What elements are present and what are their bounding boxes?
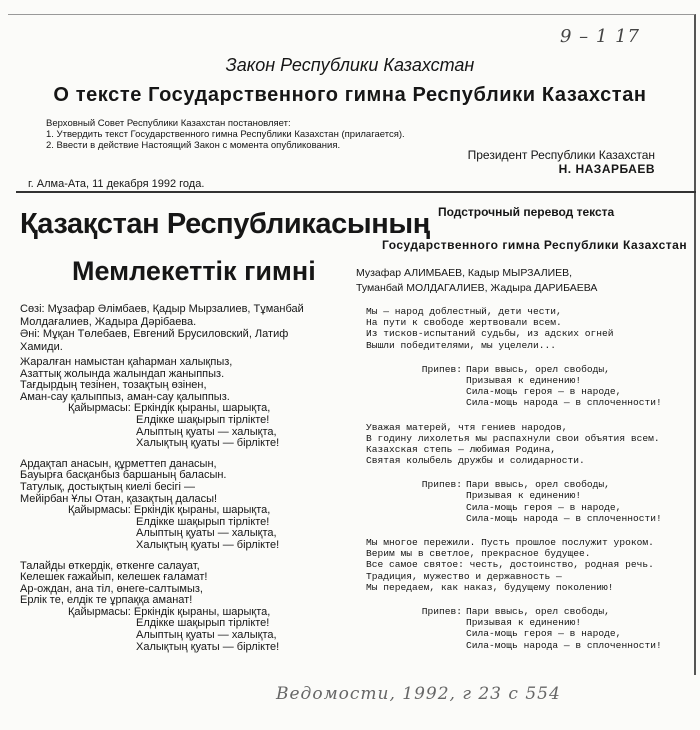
russian-translation-text xyxy=(366,306,686,651)
verse-line: Ардақтап анасын, құрметтеп данасын, xyxy=(20,457,217,470)
decree-text xyxy=(46,118,486,151)
signature-block xyxy=(400,148,655,176)
verse-line: Из тисков-испытаний судьбы, из адских огней xyxy=(366,328,614,340)
chorus-label: Қайырмасы: xyxy=(68,504,131,517)
author-line: Молдағалиев, Жадыра Дәрібаева. xyxy=(20,315,197,328)
verse-line: Тағдырдың тезінен, тозақтың өзінен, xyxy=(20,379,207,392)
chorus-line: Призывая к единению! xyxy=(466,374,582,386)
chorus-line: Елдікке шақырып тірлікте! xyxy=(136,617,270,630)
kazakh-title-line1: Қазақстан Республикасының xyxy=(20,208,430,240)
kazakh-authors xyxy=(20,303,345,353)
chorus-line: Сила-мощь героя — в народе, xyxy=(466,501,622,513)
verse-line: Традиция, мужество и державность — xyxy=(366,570,562,582)
author-line: Туманбай МОЛДАГАЛИЕВ, Жадыра ДАРИБАЕВА xyxy=(356,282,598,294)
author-line: Хамиди. xyxy=(20,340,63,353)
law-title: О тексте Государственного гимна Республики Казахстан xyxy=(53,84,647,106)
author-line: Сөзі: Мұзафар Әлімбаев, Қадыр Мырзалиев, Тұманбай xyxy=(20,303,304,315)
verse-line: Верим мы в светлое, прекрасное будущее. xyxy=(366,548,591,560)
chorus-label: Припев: xyxy=(421,605,462,617)
verse-line: В годину лихолетья мы распахнули свои объятия всем. xyxy=(366,432,660,444)
decree-line: 1. Утвердить текст Государственного гимна Республики Казахстан (прилагается). xyxy=(46,129,405,140)
chorus-line: Халықтың қуаты — бірлікте! xyxy=(136,437,280,450)
divider-rule xyxy=(16,191,696,193)
law-header: Закон Республики Казахстан xyxy=(225,55,475,75)
verse-line: Вышли победителями, мы уцелели... xyxy=(366,339,556,351)
decree-line: Верховный Совет Республики Казахстан постановляет: xyxy=(46,118,291,129)
verse-line: Уважая матерей, чтя гениев народов, xyxy=(366,421,568,433)
chorus-line: Қайырмасы: Еркіндік қыраны, шарықта, xyxy=(68,402,271,415)
chorus-line: Припев: Пари ввысь, орел свободы, xyxy=(366,606,686,617)
kazakh-title-line2: Мемлекеттік гимні xyxy=(72,256,316,286)
verse-line: Ар-ождан, ана тіл, өнеге-салтымыз, xyxy=(20,582,203,595)
chorus-line: Елдікке шақырып тірлікте! xyxy=(136,413,270,426)
chorus-line: Припев: Пари ввысь, орел свободы, xyxy=(366,364,686,375)
signature-position: Президент Республики Казахстан xyxy=(467,148,655,162)
signature-name: Н. НАЗАРБАЕВ xyxy=(558,162,655,176)
verse-line: Ерлік те, елдік те ұрпаққа аманат! xyxy=(20,594,193,607)
chorus-line: Елдікке шақырып тірлікте! xyxy=(136,515,270,528)
archive-number: 9 – 1 17 xyxy=(560,26,640,47)
russian-title-line2: Государственного гимна Республики Казахстан xyxy=(382,238,688,252)
verse-line: Мы многое пережили. Пусть прошлое послужит уроком. xyxy=(366,537,654,548)
chorus-line: Халықтың қуаты — бірлікте! xyxy=(136,538,280,551)
chorus-line: Алыптың қуаты — халықта, xyxy=(136,629,277,642)
chorus-line: Сила-мощь героя — в народе, xyxy=(466,628,622,640)
verse-line: Талайды өткердік, өткенге салауат, xyxy=(20,559,200,572)
verse-line: Мейірбан Ұлы Отан, қазақтың даласы! xyxy=(20,492,218,505)
chorus-line: Қайырмасы: Еркіндік қыраны, шарықта, xyxy=(68,605,271,618)
verse-line: Татулық, достықтың киелі бесігі — xyxy=(20,480,196,493)
verse-line: Келешек ғажайып, келешек ғаламат! xyxy=(20,571,208,584)
decree-line: 2. Ввести в действие Настоящий Закон с момента опубликования. xyxy=(46,140,341,151)
kazakh-anthem-text xyxy=(20,357,350,653)
verse-line: Азаттық жолында жалындап жаныппыз. xyxy=(20,367,225,380)
verse-line: Аман-сау қалыппыз, аман-сау қалыппыз. xyxy=(20,390,230,403)
verse-line: Бауырға басқанбыз баршаның баласын. xyxy=(20,469,227,482)
chorus-line: Сила-мощь народа — в сплоченности! xyxy=(466,397,662,409)
verse-line: Все самое святое: честь, достоинство, родная речь. xyxy=(366,559,654,571)
chorus-label: Қайырмасы: xyxy=(68,402,131,415)
verse-line: На пути к свободе жертвовали всем. xyxy=(366,317,562,329)
chorus-line: Призывая к единению! xyxy=(466,490,582,502)
chorus-label: Қайырмасы: xyxy=(68,605,131,618)
chorus-line: Сила-мощь героя — в народе, xyxy=(466,386,622,398)
chorus-label: Припев: xyxy=(421,363,462,375)
date-line: г. Алма-Ата, 11 декабря 1992 года. xyxy=(28,178,205,190)
verse-line: Жаралған намыстан қаһарман халықпыз, xyxy=(20,356,233,368)
chorus-label: Припев: xyxy=(421,479,462,491)
chorus-line: Сила-мощь народа — в сплоченности! xyxy=(466,512,662,524)
verse-line: Мы передаем, как наказ, будущему поколению! xyxy=(366,581,614,593)
russian-title-line1: Подстрочный перевод текста xyxy=(438,205,615,219)
chorus-line: Припев: Пари ввысь, орел свободы, xyxy=(366,479,686,490)
handwritten-note: Ведомости, 1992, г 23 с 554 xyxy=(276,684,561,704)
verse-line: Мы — народ доблестный, дети чести, xyxy=(366,306,562,317)
chorus-line: Халықтың қуаты — бірлікте! xyxy=(136,640,280,653)
verse-line: Казахская степь — любимая Родина, xyxy=(366,443,556,455)
chorus-line: Алыптың қуаты — халықта, xyxy=(136,425,277,438)
chorus-line: Қайырмасы: Еркіндік қыраны, шарықта, xyxy=(68,504,271,517)
chorus-line: Призывая к единению! xyxy=(466,617,582,629)
chorus-line: Алыптың қуаты — халықта, xyxy=(136,527,277,540)
verse-line: Святая колыбель дружбы и солидарности. xyxy=(366,455,585,467)
chorus-line: Сила-мощь народа — в сплоченности! xyxy=(466,639,662,651)
author-line: Әні: Мұқан Төлебаев, Евгений Брусиловский, Латиф xyxy=(20,328,289,340)
author-line: Музафар АЛИМБАЕВ, Кадыр МЫРЗАЛИЕВ, xyxy=(356,267,573,279)
russian-authors xyxy=(356,266,597,296)
